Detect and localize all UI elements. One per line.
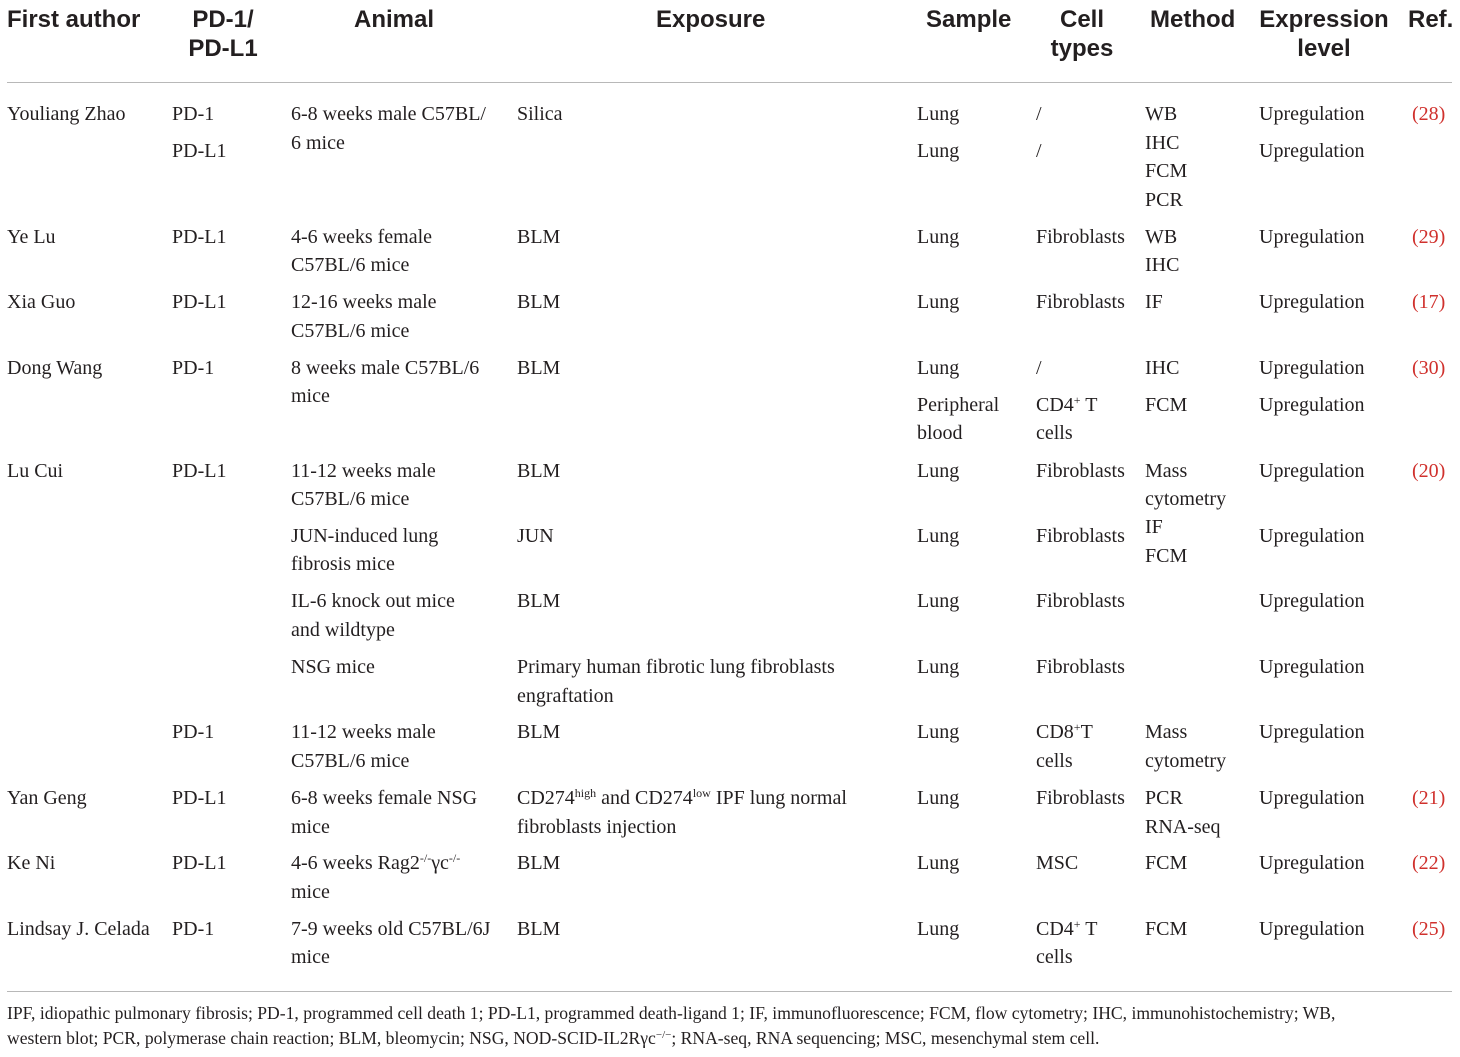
ref-link[interactable]: (21) bbox=[1412, 787, 1446, 809]
author-cell: Lindsay J. Celada bbox=[7, 918, 150, 940]
pd-cell: PD-1 bbox=[172, 918, 215, 940]
method-cell: cytometry bbox=[1145, 750, 1227, 772]
animal-cell: C57BL/6 mice bbox=[291, 488, 410, 510]
animal-cell: 11-12 weeks male bbox=[291, 721, 436, 743]
exposure-cell: Primary human fibrotic lung fibroblasts bbox=[517, 656, 835, 678]
sample-cell: Lung bbox=[917, 590, 960, 612]
sample-cell: Lung bbox=[917, 656, 960, 678]
sample-cell: Lung bbox=[917, 852, 960, 874]
exposure-cell: BLM bbox=[517, 460, 561, 482]
pd-cell: PD-L1 bbox=[172, 787, 227, 809]
method-cell: FCM bbox=[1145, 160, 1188, 182]
animal-cell: 8 weeks male C57BL/6 bbox=[291, 357, 480, 379]
sample-cell: Lung bbox=[917, 357, 960, 379]
pd-cell: PD-L1 bbox=[172, 291, 227, 313]
method-cell: RNA-seq bbox=[1145, 816, 1221, 838]
method-cell: cytometry bbox=[1145, 488, 1227, 510]
exposure-cell: BLM bbox=[517, 852, 561, 874]
animal-cell: C57BL/6 mice bbox=[291, 750, 410, 772]
method-cell: Mass bbox=[1145, 460, 1188, 482]
method-cell: Mass bbox=[1145, 721, 1188, 743]
expression-cell: Upregulation bbox=[1259, 787, 1365, 809]
cell-type-cell: Fibroblasts bbox=[1036, 787, 1125, 809]
cell-type-cell: CD4+ T bbox=[1036, 917, 1098, 940]
method-cell: IHC bbox=[1145, 132, 1180, 154]
expression-cell: Upregulation bbox=[1259, 721, 1365, 743]
cell-type-cell: CD4+ T bbox=[1036, 393, 1098, 416]
sample-cell: Lung bbox=[917, 787, 960, 809]
author-cell: Yan Geng bbox=[7, 787, 87, 809]
cell-type-cell: CD8+T bbox=[1036, 720, 1093, 743]
exposure-cell: Silica bbox=[517, 103, 563, 125]
cell-type-cell: / bbox=[1036, 140, 1042, 162]
header-cell: Cell bbox=[1059, 6, 1104, 33]
pd-cell: PD-L1 bbox=[172, 460, 227, 482]
cell-type-cell: Fibroblasts bbox=[1036, 525, 1125, 547]
sample-cell: Lung bbox=[917, 140, 960, 162]
cell-type-cell: Fibroblasts bbox=[1036, 291, 1125, 313]
exposure-cell: BLM bbox=[517, 226, 561, 248]
header-rule bbox=[7, 82, 1452, 83]
ref-link[interactable]: (30) bbox=[1412, 357, 1446, 379]
expression-cell: Upregulation bbox=[1259, 525, 1365, 547]
expression-cell: Upregulation bbox=[1259, 590, 1365, 612]
header-method: Method bbox=[1150, 6, 1236, 33]
header-sample: Sample bbox=[926, 6, 1012, 33]
sample-cell: Lung bbox=[917, 226, 960, 248]
cell-type-cell: Fibroblasts bbox=[1036, 226, 1125, 248]
expression-cell: Upregulation bbox=[1259, 226, 1365, 248]
author-cell: Lu Cui bbox=[7, 460, 64, 482]
animal-cell: mice bbox=[291, 816, 330, 838]
expression-cell: Upregulation bbox=[1259, 460, 1365, 482]
footnote-line: western blot; PCR, polymerase chain reaction; BLM, bleomycin; NSG, NOD-SCID-IL2Rγc−/−; RNA-seq, RNA sequencing; MSC, mesenchymal stem cell. bbox=[7, 1028, 1100, 1048]
method-cell: IF bbox=[1145, 516, 1163, 538]
method-cell: PCR bbox=[1145, 787, 1183, 809]
exposure-cell: BLM bbox=[517, 590, 561, 612]
animal-cell: 6 mice bbox=[291, 132, 345, 154]
expression-cell: Upregulation bbox=[1259, 852, 1365, 874]
pd-cell: PD-L1 bbox=[172, 140, 227, 162]
method-cell: IHC bbox=[1145, 357, 1180, 379]
exposure-cell: fibroblasts injection bbox=[517, 816, 677, 838]
animal-cell: mice bbox=[291, 946, 330, 968]
exposure-cell: BLM bbox=[517, 291, 561, 313]
header-animal: Animal bbox=[354, 6, 435, 33]
sample-cell: Lung bbox=[917, 460, 960, 482]
cell-type-cell: cells bbox=[1036, 946, 1073, 968]
header-exposure: Exposure bbox=[656, 6, 766, 33]
pd-cell: PD-1 bbox=[172, 721, 215, 743]
animal-cell: C57BL/6 mice bbox=[291, 254, 410, 276]
animal-cell: 11-12 weeks male bbox=[291, 460, 436, 482]
header-level: level bbox=[1297, 35, 1351, 62]
header-first-author: First author bbox=[7, 6, 141, 33]
animal-cell: 4-6 weeks Rag2-/-γc-/- bbox=[291, 851, 461, 874]
animal-cell: fibrosis mice bbox=[291, 553, 395, 575]
animal-cell: mice bbox=[291, 385, 330, 407]
expression-cell: Upregulation bbox=[1259, 394, 1365, 416]
animal-cell: 7-9 weeks old C57BL/6J bbox=[291, 918, 491, 940]
cell-type-cell: Fibroblasts bbox=[1036, 460, 1125, 482]
exposure-cell: BLM bbox=[517, 918, 561, 940]
method-cell: FCM bbox=[1145, 918, 1188, 940]
expression-cell: Upregulation bbox=[1259, 357, 1365, 379]
expression-cell: Upregulation bbox=[1259, 103, 1365, 125]
sample-cell: blood bbox=[917, 422, 963, 444]
ref-link[interactable]: (20) bbox=[1412, 460, 1446, 482]
author-cell: Ye Lu bbox=[7, 226, 56, 248]
exposure-cell: BLM bbox=[517, 357, 561, 379]
footer-rule bbox=[7, 991, 1452, 992]
expression-cell: Upregulation bbox=[1259, 291, 1365, 313]
expression-cell: Upregulation bbox=[1259, 656, 1365, 678]
method-cell: PCR bbox=[1145, 189, 1183, 211]
ref-link[interactable]: (17) bbox=[1412, 291, 1446, 313]
animal-cell: 6-8 weeks male C57BL/ bbox=[291, 103, 486, 125]
sample-cell: Lung bbox=[917, 918, 960, 940]
exposure-cell: $CD274^{high}$ and $CD274^{low}$ IPF lung normal bbox=[517, 786, 847, 809]
animal-cell: 4-6 weeks female bbox=[291, 226, 433, 248]
header-expression: Expression bbox=[1259, 6, 1389, 33]
cell-type-cell: cells bbox=[1036, 750, 1073, 772]
header-ref: Ref. bbox=[1408, 6, 1454, 33]
author-cell: Dong Wang bbox=[7, 357, 103, 379]
cell-type-cell: MSC bbox=[1036, 852, 1079, 874]
header-pd-1: PD-1/ bbox=[192, 6, 254, 33]
author-cell: Xia Guo bbox=[7, 291, 76, 313]
animal-cell: C57BL/6 mice bbox=[291, 320, 410, 342]
sample-cell: Lung bbox=[917, 721, 960, 743]
ref-link[interactable]: (28) bbox=[1412, 103, 1446, 125]
sample-cell: Lung bbox=[917, 291, 960, 313]
animal-cell: and wildtype bbox=[291, 619, 395, 641]
method-cell: IF bbox=[1145, 291, 1163, 313]
pd-cell: PD-L1 bbox=[172, 226, 227, 248]
cell-type-cell: / bbox=[1036, 357, 1042, 379]
animal-cell: JUN-induced lung bbox=[291, 525, 439, 547]
footnote-line: IPF, idiopathic pulmonary fibrosis; PD-1, programmed cell death 1; PD-L1, programmed death-ligand 1; IF, immunofluorescence; FCM, flow cytometry; IHC, immunohistochemistry; WB, bbox=[7, 1003, 1336, 1023]
exposure-cell: BLM bbox=[517, 721, 561, 743]
sample-cell: Peripheral bbox=[917, 394, 1000, 416]
exposure-cell: engraftation bbox=[517, 685, 614, 707]
method-cell: FCM bbox=[1145, 545, 1188, 567]
header-types: types bbox=[1050, 35, 1114, 62]
ref-link[interactable]: (22) bbox=[1412, 852, 1446, 874]
pd-cell: PD-1 bbox=[172, 103, 215, 125]
cell-type-cell: / bbox=[1036, 103, 1042, 125]
ref-link[interactable]: (29) bbox=[1412, 226, 1446, 248]
method-cell: WB bbox=[1145, 226, 1178, 248]
animal-cell: NSG mice bbox=[291, 656, 375, 678]
method-cell: WB bbox=[1145, 103, 1178, 125]
ref-link[interactable]: (25) bbox=[1412, 918, 1446, 940]
method-cell: FCM bbox=[1145, 852, 1188, 874]
author-cell: Youliang Zhao bbox=[7, 103, 126, 125]
expression-cell: Upregulation bbox=[1259, 140, 1365, 162]
expression-cell: Upregulation bbox=[1259, 918, 1365, 940]
method-cell: FCM bbox=[1145, 394, 1188, 416]
animal-cell: IL-6 knock out mice bbox=[291, 590, 455, 612]
pd-cell: PD-1 bbox=[172, 357, 215, 379]
header-pd-l1: PD-L1 bbox=[188, 35, 258, 62]
pd-cell: PD-L1 bbox=[172, 852, 227, 874]
animal-cell: 12-16 weeks male bbox=[291, 291, 437, 313]
exposure-cell: JUN bbox=[517, 525, 554, 547]
author-cell: Ke Ni bbox=[7, 852, 56, 874]
cell-type-cell: cells bbox=[1036, 422, 1073, 444]
method-cell: IHC bbox=[1145, 254, 1180, 276]
cell-type-cell: Fibroblasts bbox=[1036, 590, 1125, 612]
animal-cell: 6-8 weeks female NSG bbox=[291, 787, 478, 809]
sample-cell: Lung bbox=[917, 103, 960, 125]
cell-type-cell: Fibroblasts bbox=[1036, 656, 1125, 678]
sample-cell: Lung bbox=[917, 525, 960, 547]
animal-cell: mice bbox=[291, 881, 330, 903]
